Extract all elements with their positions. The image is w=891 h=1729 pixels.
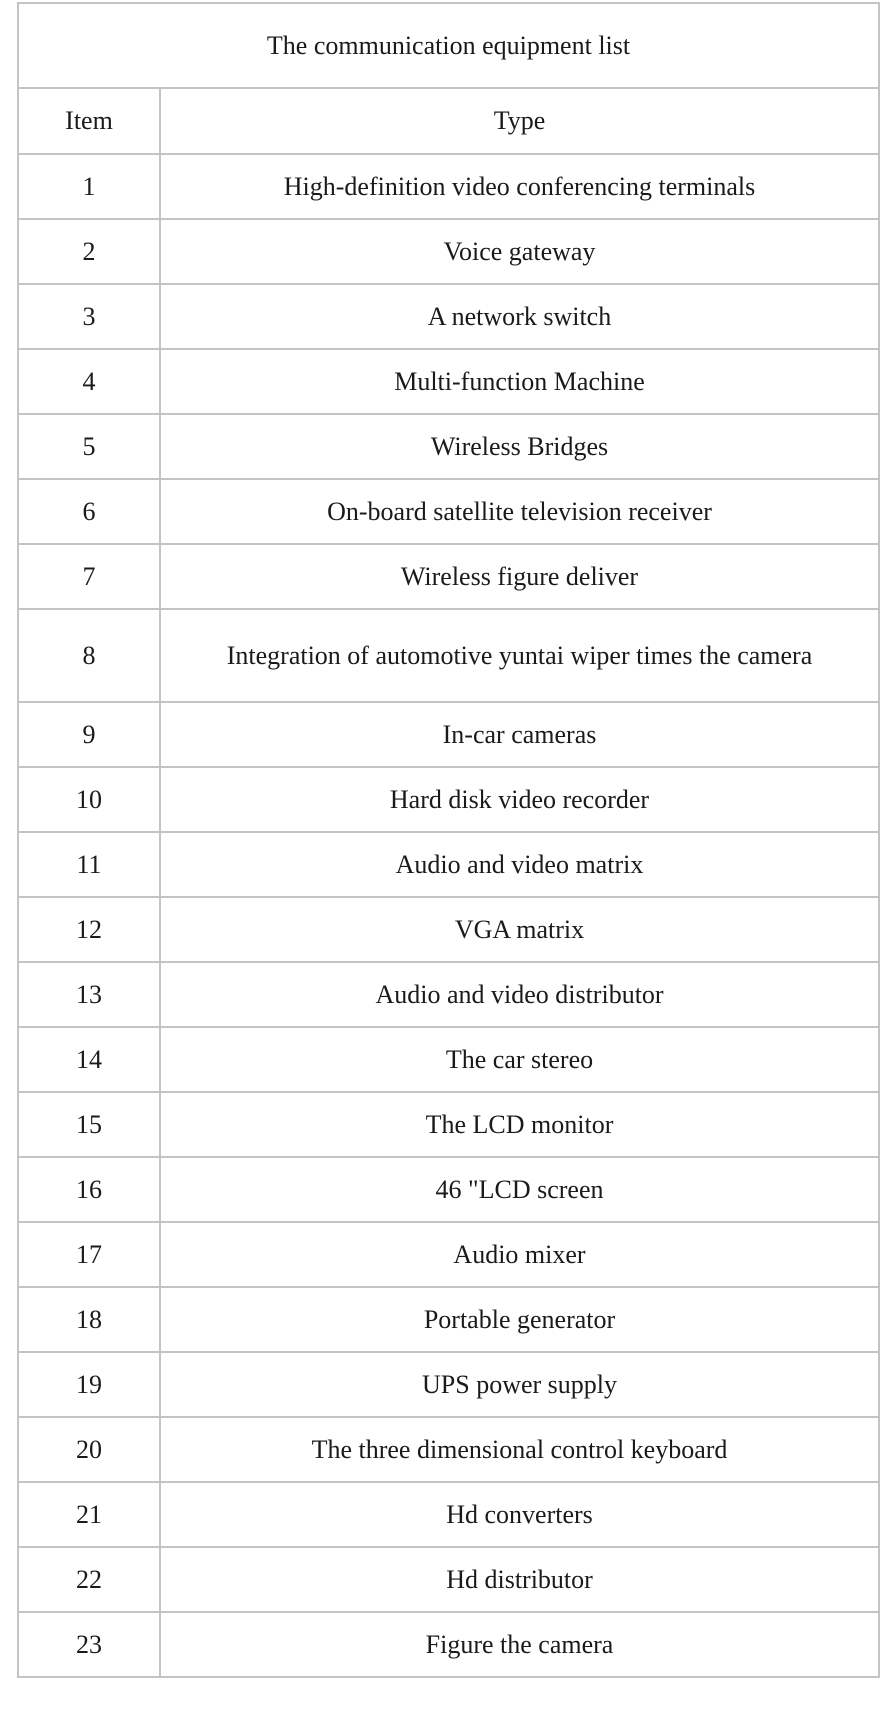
item-number-cell: 5: [18, 414, 160, 479]
item-number-cell: 21: [18, 1482, 160, 1547]
item-number-cell: 11: [18, 832, 160, 897]
equipment-type-cell: Hd distributor: [160, 1547, 879, 1612]
item-number-cell: 17: [18, 1222, 160, 1287]
table-row: [18, 349, 879, 414]
item-number-cell: 14: [18, 1027, 160, 1092]
table-row: [18, 702, 879, 767]
equipment-table-body: [18, 3, 879, 1677]
table-row: [18, 962, 879, 1027]
table-row: [18, 479, 879, 544]
item-number-cell: 19: [18, 1352, 160, 1417]
item-number-cell: 18: [18, 1287, 160, 1352]
equipment-type-cell: The LCD monitor: [160, 1092, 879, 1157]
equipment-type-cell: Portable generator: [160, 1287, 879, 1352]
item-number-cell: 22: [18, 1547, 160, 1612]
equipment-type-cell: Multi-function Machine: [160, 349, 879, 414]
equipment-type-cell: In-car cameras: [160, 702, 879, 767]
table-row: [18, 219, 879, 284]
table-row: [18, 1482, 879, 1547]
equipment-type-cell: Audio mixer: [160, 1222, 879, 1287]
item-number-cell: 8: [18, 609, 160, 702]
table-header-row: [18, 88, 879, 154]
header-item: Item: [18, 88, 160, 154]
item-number-cell: 15: [18, 1092, 160, 1157]
table-row: [18, 544, 879, 609]
table-row: [18, 1092, 879, 1157]
table-title: The communication equipment list: [18, 3, 879, 88]
item-number-cell: 20: [18, 1417, 160, 1482]
equipment-table: [17, 2, 880, 1678]
item-number-cell: 6: [18, 479, 160, 544]
table-row: [18, 1547, 879, 1612]
item-number-cell: 16: [18, 1157, 160, 1222]
equipment-type-cell: Wireless figure deliver: [160, 544, 879, 609]
equipment-type-cell: High-definition video conferencing terminals: [160, 154, 879, 219]
table-row: [18, 609, 879, 702]
equipment-type-cell: On-board satellite television receiver: [160, 479, 879, 544]
table-row: [18, 1157, 879, 1222]
equipment-type-cell: VGA matrix: [160, 897, 879, 962]
table-row: [18, 1222, 879, 1287]
equipment-type-cell: The car stereo: [160, 1027, 879, 1092]
equipment-type-cell: Audio and video matrix: [160, 832, 879, 897]
table-row: [18, 1352, 879, 1417]
equipment-type-cell: Hard disk video recorder: [160, 767, 879, 832]
table-row: [18, 414, 879, 479]
equipment-type-cell: Figure the camera: [160, 1612, 879, 1677]
equipment-type-cell: A network switch: [160, 284, 879, 349]
item-number-cell: 10: [18, 767, 160, 832]
equipment-type-cell: Voice gateway: [160, 219, 879, 284]
equipment-type-cell: 46 "LCD screen: [160, 1157, 879, 1222]
table-row: [18, 154, 879, 219]
table-row: [18, 1287, 879, 1352]
item-number-cell: 2: [18, 219, 160, 284]
equipment-type-cell: Integration of automotive yuntai wiper times the camera: [160, 609, 879, 702]
equipment-document: [17, 2, 880, 1678]
item-number-cell: 9: [18, 702, 160, 767]
equipment-type-cell: The three dimensional control keyboard: [160, 1417, 879, 1482]
item-number-cell: 3: [18, 284, 160, 349]
header-type: Type: [160, 88, 879, 154]
table-row: [18, 284, 879, 349]
item-number-cell: 4: [18, 349, 160, 414]
table-row: [18, 832, 879, 897]
item-number-cell: 23: [18, 1612, 160, 1677]
table-title-row: [18, 3, 879, 88]
item-number-cell: 1: [18, 154, 160, 219]
item-number-cell: 13: [18, 962, 160, 1027]
table-row: [18, 897, 879, 962]
equipment-type-cell: Wireless Bridges: [160, 414, 879, 479]
table-row: [18, 1612, 879, 1677]
equipment-type-cell: Hd converters: [160, 1482, 879, 1547]
table-row: [18, 1417, 879, 1482]
item-number-cell: 7: [18, 544, 160, 609]
table-row: [18, 1027, 879, 1092]
equipment-type-cell: UPS power supply: [160, 1352, 879, 1417]
item-number-cell: 12: [18, 897, 160, 962]
table-row: [18, 767, 879, 832]
equipment-type-cell: Audio and video distributor: [160, 962, 879, 1027]
